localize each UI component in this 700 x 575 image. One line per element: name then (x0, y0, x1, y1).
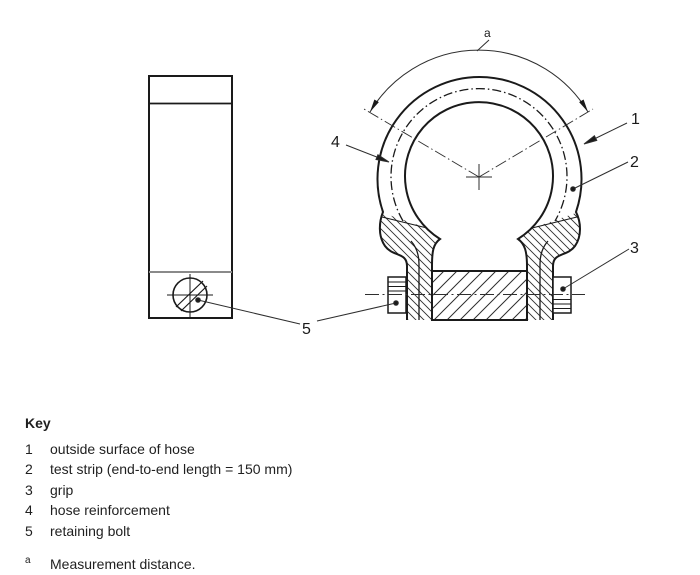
key-item-number: 3 (25, 481, 33, 498)
key-item-label: hose reinforcement (50, 502, 170, 518)
label3-dot (561, 287, 566, 292)
key-item-label: test strip (end-to-end length = 150 mm) (50, 461, 293, 477)
key-item-label: retaining bolt (50, 522, 131, 539)
key-item-4 (25, 500, 292, 521)
label3-leader (563, 249, 629, 289)
label5-dot-right (394, 301, 399, 306)
label5-leader-right (317, 303, 396, 321)
key-legend (25, 413, 292, 575)
label-2: 2 (630, 154, 639, 171)
key-item-5 (25, 521, 292, 542)
dimension-arrowhead-left (368, 99, 379, 113)
label-1: 1 (631, 111, 640, 128)
key-item-number: 2 (25, 461, 33, 477)
label2-dot (571, 187, 576, 192)
left-radial-extension-line (364, 109, 479, 177)
key-item-label: grip (50, 481, 74, 498)
key-item-label: outside surface of hose (50, 440, 195, 457)
grip-side-view (149, 76, 232, 318)
label-5: 5 (302, 321, 311, 338)
label-4: 4 (331, 134, 340, 151)
label1-arrowhead (583, 136, 597, 147)
label5-leader-left (198, 300, 300, 324)
label-3: 3 (630, 240, 639, 257)
key-item-3 (25, 480, 292, 501)
label-a: a (484, 26, 491, 40)
key-item-2 (25, 459, 292, 480)
key-item-number: 4 (25, 502, 33, 518)
key-title: Key (25, 415, 51, 431)
footnote-text: Measurement distance. (50, 556, 196, 572)
grip-block (432, 271, 527, 320)
label5-dot-left (196, 298, 201, 303)
key-item-1 (25, 439, 292, 460)
reinforcement-centerline-arc (391, 89, 567, 221)
footnote-marker: a (25, 555, 31, 566)
key-item-number: 1 (25, 440, 33, 457)
center-lines (364, 109, 593, 295)
label-a-leader (477, 40, 489, 51)
key-item-number: 5 (25, 522, 33, 539)
footnote (25, 554, 292, 575)
